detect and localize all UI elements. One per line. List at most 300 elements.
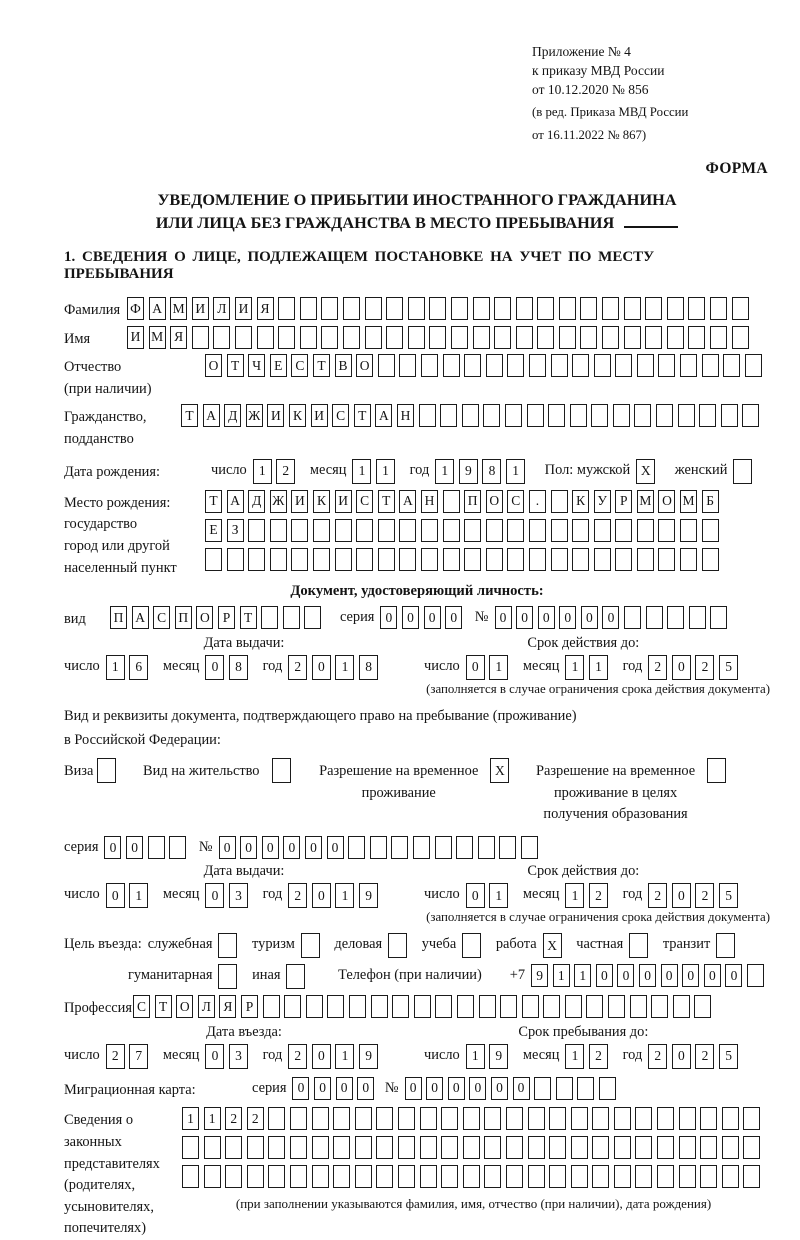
char-box[interactable]: О [486,490,503,513]
char-box[interactable] [572,519,589,542]
char-box[interactable]: С [291,354,308,377]
char-box[interactable] [549,1165,566,1188]
char-box[interactable]: 8 [359,655,378,680]
char-box[interactable] [733,459,752,484]
char-box[interactable] [378,354,395,377]
char-box[interactable]: 0 [312,655,331,680]
char-box[interactable] [376,1165,393,1188]
char-box[interactable] [592,1136,609,1159]
char-box[interactable]: 1 [489,883,508,908]
char-box[interactable] [657,1165,674,1188]
char-box[interactable] [723,354,740,377]
char-box[interactable]: Я [219,995,236,1018]
char-box[interactable] [551,354,568,377]
char-box[interactable] [577,1077,594,1100]
char-box[interactable] [494,326,511,349]
char-box[interactable]: 1 [565,655,584,680]
char-box[interactable]: 0 [126,836,143,859]
char-box[interactable] [637,519,654,542]
char-box[interactable]: . [529,490,546,513]
char-box[interactable]: 0 [405,1077,422,1100]
char-box[interactable] [413,836,430,859]
char-box[interactable] [182,1136,199,1159]
char-box[interactable] [571,1165,588,1188]
char-box[interactable]: 2 [695,655,714,680]
char-box[interactable] [370,836,387,859]
char-box[interactable]: 9 [459,459,478,484]
char-box[interactable] [722,1136,739,1159]
char-box[interactable]: 0 [513,1077,530,1100]
char-box[interactable] [408,326,425,349]
char-box[interactable] [680,354,697,377]
char-box[interactable] [500,995,517,1018]
char-box[interactable]: 0 [380,606,397,629]
char-box[interactable]: 2 [288,655,307,680]
char-box[interactable]: 2 [695,883,714,908]
char-box[interactable] [551,519,568,542]
char-box[interactable] [722,1107,739,1130]
char-box[interactable]: 2 [648,655,667,680]
char-box[interactable]: Д [248,490,265,513]
char-box[interactable]: П [464,490,481,513]
char-box[interactable]: 2 [288,883,307,908]
char-box[interactable] [543,995,560,1018]
char-box[interactable] [747,964,764,987]
char-box[interactable] [710,326,727,349]
char-box[interactable]: 0 [596,964,613,987]
char-box[interactable] [443,354,460,377]
char-box[interactable] [635,1136,652,1159]
char-box[interactable] [602,326,619,349]
char-box[interactable]: 2 [648,883,667,908]
char-box[interactable]: 1 [352,459,371,484]
char-box[interactable]: 0 [336,1077,353,1100]
char-box[interactable] [586,995,603,1018]
char-box[interactable] [248,519,265,542]
char-box[interactable]: 8 [229,655,248,680]
char-box[interactable]: Н [421,490,438,513]
char-box[interactable] [742,404,759,427]
char-box[interactable] [278,326,295,349]
char-box[interactable]: А [132,606,149,629]
char-box[interactable] [484,1136,501,1159]
char-box[interactable] [333,1107,350,1130]
char-box[interactable] [268,1107,285,1130]
char-box[interactable] [421,548,438,571]
char-box[interactable] [312,1165,329,1188]
char-box[interactable] [248,548,265,571]
char-box[interactable] [700,1165,717,1188]
char-box[interactable] [624,297,641,320]
char-box[interactable]: 0 [312,1044,331,1069]
char-box[interactable] [486,354,503,377]
char-box[interactable]: 2 [247,1107,264,1130]
char-box[interactable] [634,404,651,427]
char-box[interactable] [290,1136,307,1159]
char-box[interactable]: Т [378,490,395,513]
char-box[interactable] [592,1165,609,1188]
char-box[interactable]: 1 [182,1107,199,1130]
char-box[interactable]: 0 [314,1077,331,1100]
char-box[interactable] [286,964,305,989]
char-box[interactable]: Р [218,606,235,629]
char-box[interactable] [679,1136,696,1159]
char-box[interactable]: Р [615,490,632,513]
char-box[interactable]: 1 [253,459,272,484]
char-box[interactable] [335,519,352,542]
char-box[interactable] [608,995,625,1018]
char-box[interactable]: 0 [312,883,331,908]
char-box[interactable] [658,354,675,377]
char-box[interactable] [645,297,662,320]
char-box[interactable]: Н [397,404,414,427]
char-box[interactable]: В [335,354,352,377]
char-box[interactable] [656,404,673,427]
char-box[interactable]: 0 [559,606,576,629]
char-box[interactable] [435,836,452,859]
char-box[interactable] [312,1136,329,1159]
char-box[interactable] [343,297,360,320]
char-box[interactable] [312,1107,329,1130]
char-box[interactable] [301,933,320,958]
char-box[interactable] [673,995,690,1018]
char-box[interactable]: Д [224,404,241,427]
char-box[interactable] [247,1165,264,1188]
char-box[interactable]: 1 [565,1044,584,1069]
char-box[interactable] [464,519,481,542]
char-box[interactable] [257,326,274,349]
char-box[interactable] [399,548,416,571]
char-box[interactable] [429,326,446,349]
char-box[interactable] [365,326,382,349]
char-box[interactable]: Т [240,606,257,629]
char-box[interactable]: И [335,490,352,513]
char-box[interactable] [615,354,632,377]
char-box[interactable] [462,933,481,958]
char-box[interactable] [522,995,539,1018]
char-box[interactable] [376,1136,393,1159]
char-box[interactable] [420,1136,437,1159]
char-box[interactable]: 0 [725,964,742,987]
char-box[interactable]: 2 [225,1107,242,1130]
char-box[interactable]: 0 [305,836,322,859]
char-box[interactable] [679,1165,696,1188]
char-box[interactable]: 9 [359,883,378,908]
char-box[interactable] [667,297,684,320]
char-box[interactable] [527,404,544,427]
char-box[interactable] [549,1136,566,1159]
char-box[interactable] [680,519,697,542]
char-box[interactable]: 1 [565,883,584,908]
char-box[interactable]: 2 [276,459,295,484]
char-box[interactable]: М [170,297,187,320]
char-box[interactable] [614,1136,631,1159]
char-box[interactable] [441,1165,458,1188]
char-box[interactable] [506,1136,523,1159]
char-box[interactable] [356,548,373,571]
char-box[interactable] [290,1165,307,1188]
char-box[interactable] [630,995,647,1018]
char-box[interactable] [680,548,697,571]
char-box[interactable] [435,995,452,1018]
char-box[interactable] [321,297,338,320]
char-box[interactable] [355,1165,372,1188]
char-box[interactable] [743,1107,760,1130]
char-box[interactable]: О [196,606,213,629]
char-box[interactable] [505,404,522,427]
char-box[interactable]: 0 [602,606,619,629]
char-box[interactable]: Е [205,519,222,542]
char-box[interactable] [507,519,524,542]
char-box[interactable] [284,995,301,1018]
char-box[interactable]: 1 [489,655,508,680]
char-box[interactable]: Т [205,490,222,513]
char-box[interactable] [591,404,608,427]
char-box[interactable]: 1 [589,655,608,680]
char-box[interactable] [506,1107,523,1130]
char-box[interactable]: Ч [248,354,265,377]
char-box[interactable]: 3 [229,883,248,908]
char-box[interactable] [247,1136,264,1159]
char-box[interactable]: 0 [661,964,678,987]
char-box[interactable] [743,1136,760,1159]
char-box[interactable]: 0 [262,836,279,859]
char-box[interactable]: 7 [129,1044,148,1069]
char-box[interactable]: 0 [682,964,699,987]
char-box[interactable] [571,1107,588,1130]
char-box[interactable] [270,519,287,542]
char-box[interactable] [624,606,641,629]
char-box[interactable] [549,1107,566,1130]
char-box[interactable] [629,933,648,958]
char-box[interactable]: 9 [531,964,548,987]
char-box[interactable] [570,404,587,427]
char-box[interactable]: Р [241,995,258,1018]
char-box[interactable] [348,836,365,859]
char-box[interactable] [456,836,473,859]
char-box[interactable] [300,326,317,349]
char-box[interactable]: 3 [229,1044,248,1069]
char-box[interactable] [580,326,597,349]
char-box[interactable] [486,519,503,542]
char-box[interactable] [529,548,546,571]
char-box[interactable] [268,1136,285,1159]
char-box[interactable]: Ж [246,404,263,427]
char-box[interactable] [335,548,352,571]
char-box[interactable] [225,1136,242,1159]
char-box[interactable] [421,354,438,377]
char-box[interactable]: О [658,490,675,513]
char-box[interactable]: 0 [327,836,344,859]
char-box[interactable] [651,995,668,1018]
char-box[interactable]: Я [170,326,187,349]
char-box[interactable] [702,354,719,377]
char-box[interactable]: 0 [240,836,257,859]
char-box[interactable] [441,1136,458,1159]
char-box[interactable] [376,1107,393,1130]
char-box[interactable] [594,354,611,377]
char-box[interactable] [290,1107,307,1130]
char-box[interactable] [355,1107,372,1130]
char-box[interactable] [484,1107,501,1130]
char-box[interactable] [371,995,388,1018]
char-box[interactable] [218,933,237,958]
char-box[interactable] [702,548,719,571]
char-box[interactable]: 1 [129,883,148,908]
char-box[interactable]: И [192,297,209,320]
char-box[interactable]: 6 [129,655,148,680]
char-box[interactable]: 0 [205,655,224,680]
char-box[interactable] [399,354,416,377]
char-box[interactable] [528,1107,545,1130]
char-box[interactable]: 5 [719,883,738,908]
char-box[interactable] [506,1165,523,1188]
char-box[interactable]: X [636,459,655,484]
char-box[interactable]: 1 [574,964,591,987]
char-box[interactable]: 5 [719,655,738,680]
char-box[interactable] [304,606,321,629]
char-box[interactable] [263,995,280,1018]
char-box[interactable] [516,326,533,349]
char-box[interactable] [559,297,576,320]
char-box[interactable] [528,1165,545,1188]
char-box[interactable] [592,1107,609,1130]
char-box[interactable] [710,297,727,320]
char-box[interactable]: 0 [469,1077,486,1100]
char-box[interactable] [227,548,244,571]
char-box[interactable] [313,548,330,571]
char-box[interactable]: О [205,354,222,377]
char-box[interactable]: Т [155,995,172,1018]
char-box[interactable] [291,519,308,542]
char-box[interactable]: 0 [448,1077,465,1100]
char-box[interactable] [635,1165,652,1188]
char-box[interactable] [462,404,479,427]
char-box[interactable] [572,354,589,377]
char-box[interactable] [473,326,490,349]
char-box[interactable] [689,606,706,629]
char-box[interactable]: 0 [466,883,485,908]
char-box[interactable]: 0 [617,964,634,987]
char-box[interactable]: Е [270,354,287,377]
char-box[interactable]: 5 [719,1044,738,1069]
char-box[interactable] [169,836,186,859]
char-box[interactable] [388,933,407,958]
char-box[interactable] [440,404,457,427]
char-box[interactable] [615,519,632,542]
char-box[interactable]: С [133,995,150,1018]
char-box[interactable] [572,548,589,571]
char-box[interactable] [441,1107,458,1130]
char-box[interactable] [349,995,366,1018]
char-box[interactable] [700,1136,717,1159]
char-box[interactable]: 1 [204,1107,221,1130]
char-box[interactable]: Л [198,995,215,1018]
char-box[interactable]: 0 [357,1077,374,1100]
char-box[interactable]: 8 [482,459,501,484]
char-box[interactable] [743,1165,760,1188]
char-box[interactable] [499,836,516,859]
char-box[interactable] [391,836,408,859]
char-box[interactable] [658,519,675,542]
char-box[interactable]: А [149,297,166,320]
char-box[interactable] [457,995,474,1018]
char-box[interactable] [355,1136,372,1159]
char-box[interactable]: 1 [106,655,125,680]
char-box[interactable]: 0 [445,606,462,629]
char-box[interactable]: 2 [288,1044,307,1069]
char-box[interactable] [463,1107,480,1130]
char-box[interactable]: О [176,995,193,1018]
char-box[interactable] [537,326,554,349]
char-box[interactable]: 1 [466,1044,485,1069]
char-box[interactable]: 1 [335,1044,354,1069]
char-box[interactable] [657,1107,674,1130]
char-box[interactable]: 0 [205,883,224,908]
char-box[interactable]: 0 [581,606,598,629]
char-box[interactable] [556,1077,573,1100]
char-box[interactable]: 0 [424,606,441,629]
char-box[interactable] [667,606,684,629]
char-box[interactable] [594,519,611,542]
char-box[interactable]: С [356,490,373,513]
char-box[interactable]: 1 [553,964,570,987]
char-box[interactable] [745,354,762,377]
char-box[interactable] [321,326,338,349]
char-box[interactable] [599,1077,616,1100]
char-box[interactable]: 1 [435,459,454,484]
char-box[interactable] [192,326,209,349]
char-box[interactable]: 0 [104,836,121,859]
char-box[interactable] [534,1077,551,1100]
char-box[interactable] [463,1136,480,1159]
char-box[interactable] [97,758,116,783]
char-box[interactable] [694,995,711,1018]
char-box[interactable]: З [227,519,244,542]
char-box[interactable]: А [227,490,244,513]
char-box[interactable]: 1 [506,459,525,484]
char-box[interactable] [235,326,252,349]
char-box[interactable] [679,1107,696,1130]
char-box[interactable] [486,548,503,571]
char-box[interactable]: М [149,326,166,349]
char-box[interactable] [268,1165,285,1188]
char-box[interactable] [378,548,395,571]
char-box[interactable]: 0 [516,606,533,629]
char-box[interactable] [343,326,360,349]
char-box[interactable] [548,404,565,427]
char-box[interactable] [464,354,481,377]
char-box[interactable] [429,297,446,320]
char-box[interactable]: 2 [589,1044,608,1069]
char-box[interactable]: А [375,404,392,427]
char-box[interactable] [624,326,641,349]
char-box[interactable] [637,354,654,377]
char-box[interactable] [721,404,738,427]
char-box[interactable]: С [507,490,524,513]
char-box[interactable] [283,606,300,629]
char-box[interactable]: 9 [489,1044,508,1069]
char-box[interactable]: 0 [106,883,125,908]
char-box[interactable]: К [572,490,589,513]
char-box[interactable]: 0 [466,655,485,680]
char-box[interactable] [613,404,630,427]
char-box[interactable] [667,326,684,349]
char-box[interactable] [204,1165,221,1188]
char-box[interactable] [204,1136,221,1159]
char-box[interactable]: 0 [219,836,236,859]
char-box[interactable] [313,519,330,542]
